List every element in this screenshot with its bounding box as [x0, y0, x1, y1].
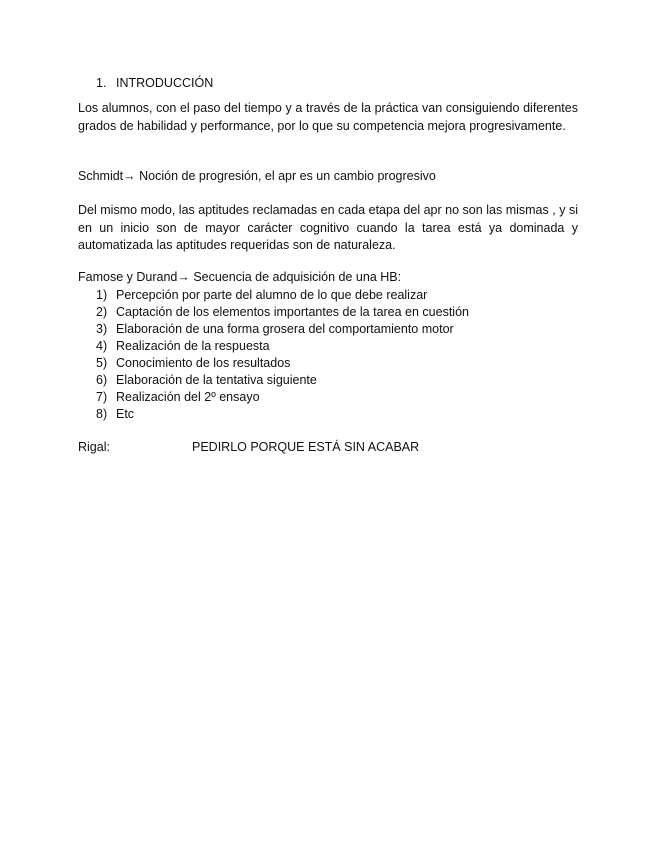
list-item-text: Elaboración de una forma grosera del comportamiento motor — [116, 322, 454, 336]
list-item-text: Percepción por parte del alumno de lo que debe realizar — [116, 288, 428, 302]
rigal-label: Rigal: — [78, 440, 110, 454]
rigal-note: PEDIRLO PORQUE ESTÁ SIN ACABAR — [192, 440, 420, 454]
list-item-number: 1) — [96, 288, 108, 302]
famose-line: Famose y Durand→ Secuencia de adquisición de una HB: — [78, 270, 402, 284]
list-item — [96, 355, 469, 372]
list-item — [96, 338, 469, 355]
list-item-number: 6) — [96, 373, 108, 387]
list-item — [96, 389, 469, 406]
acquisition-steps-list — [96, 287, 469, 423]
list-item-text: Conocimiento de los resultados — [116, 356, 291, 370]
list-item-text: Realización de la respuesta — [116, 339, 270, 353]
list-item — [96, 287, 469, 304]
schmidt-line: Schmidt→ Noción de progresión, el apr es un cambio progresivo — [78, 169, 436, 183]
list-item-number: 5) — [96, 356, 108, 370]
list-item-text: Elaboración de la tentativa siguiente — [116, 373, 317, 387]
list-item — [96, 406, 469, 423]
section-number: 1. — [96, 76, 107, 90]
section-heading — [96, 76, 213, 90]
intro-paragraph: Los alumnos, con el paso del tiempo y a través de la práctica van consiguiendo diferentes grados de habilidad y performance, por lo que su competencia mejora progresivamente. — [78, 101, 578, 133]
list-item-number: 2) — [96, 305, 108, 319]
list-item — [96, 372, 469, 389]
list-item-number: 3) — [96, 322, 108, 336]
list-item-text: Realización del 2º ensayo — [116, 390, 260, 404]
list-item — [96, 321, 469, 338]
list-item-number: 7) — [96, 390, 108, 404]
list-item-text: Etc — [116, 407, 135, 421]
list-item — [96, 304, 469, 321]
section-title: INTRODUCCIÓN — [116, 76, 214, 90]
list-item-number: 4) — [96, 339, 108, 353]
list-item-text: Captación de los elementos importantes de la tarea en cuestión — [116, 305, 469, 319]
list-item-number: 8) — [96, 407, 108, 421]
aptitudes-paragraph: Del mismo modo, las aptitudes reclamadas en cada etapa del apr no son las mismas , y si en un inicio son de mayor carácter cognitivo cuando la tarea está ya dominada y automatizada las aptitudes requeridas son de naturaleza. — [78, 203, 578, 252]
